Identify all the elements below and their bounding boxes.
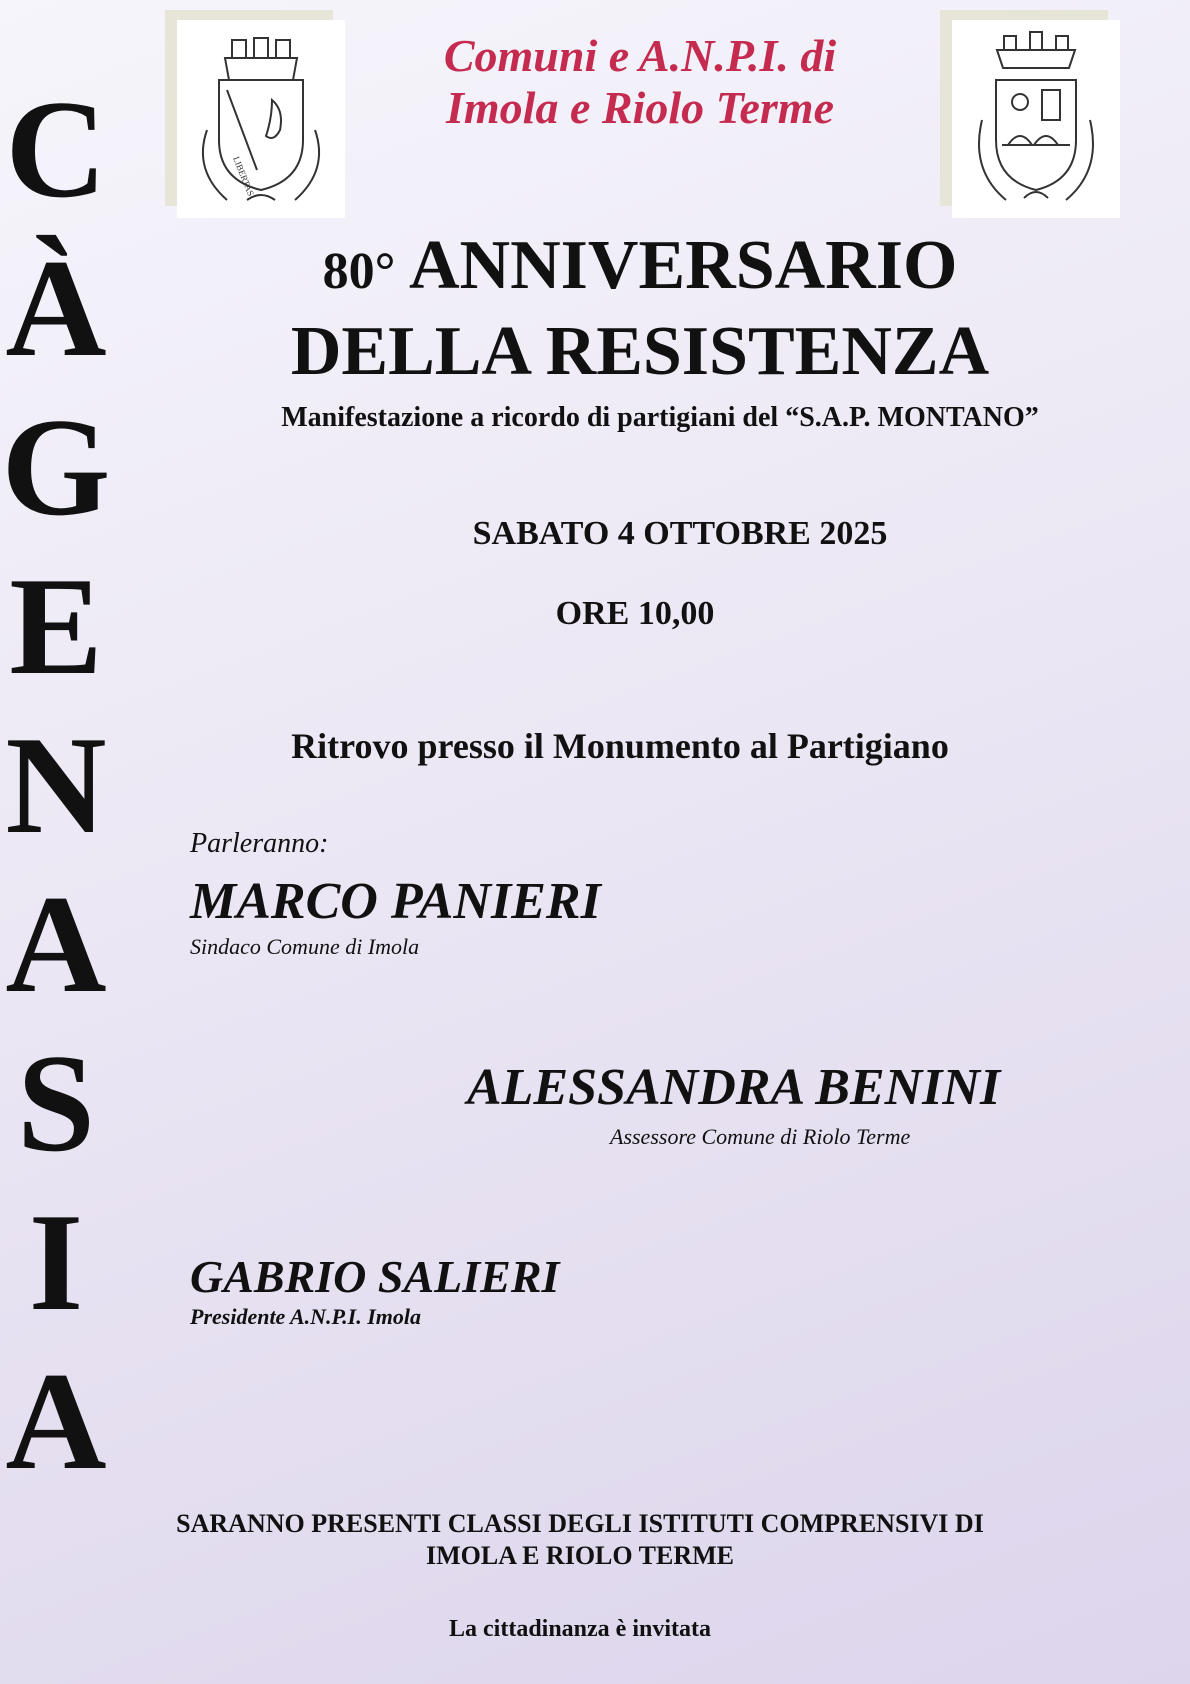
vertical-letter: A	[5, 867, 107, 1022]
vertical-letter: A	[5, 1344, 107, 1499]
riolo-terme-crest-icon	[952, 20, 1120, 218]
imola-crest-icon	[177, 20, 345, 218]
meeting-point: Ritrovo presso il Monumento al Partigiano	[291, 726, 949, 766]
anniversary-number: 80°	[322, 243, 396, 300]
header-line-1: Comuni e A.N.P.I. di	[443, 30, 837, 81]
event-date: SABATO 4 OTTOBRE 2025	[472, 515, 888, 552]
riolo-crest-drawing	[952, 20, 1120, 218]
event-time: ORE 10,00	[555, 595, 715, 632]
notice-line-1: SARANNO PRESENTI CLASSI DEGLI ISTITUTI COMPRENSIVI DI	[176, 1509, 984, 1538]
vertical-letter: S	[17, 1026, 95, 1181]
notice-line-2: IMOLA E RIOLO TERME	[426, 1541, 734, 1570]
invitation-text: La cittadinanza è invitata	[449, 1616, 711, 1642]
speaker-name: ALESSANDRA BENINI	[467, 1059, 1001, 1116]
imola-crest-drawing	[177, 20, 345, 218]
vertical-letter: C	[5, 72, 107, 227]
speaker-name: GABRIO SALIERI	[190, 1251, 560, 1302]
title-line-1-text: ANNIVERSARIO	[409, 227, 958, 304]
speaker-role: Assessore Comune di Riolo Terme	[610, 1124, 911, 1149]
vertical-letter: N	[5, 708, 107, 863]
subtitle: Manifestazione a ricordo di partigiani del “S.A.P. MONTANO”	[281, 402, 1039, 433]
vertical-title	[0, 70, 112, 1501]
header-title	[380, 30, 900, 134]
vertical-letter: À	[5, 231, 107, 386]
speaker-role: Sindaco Comune di Imola	[190, 934, 420, 959]
vertical-letter: I	[28, 1185, 84, 1340]
schools-notice	[120, 1508, 1040, 1572]
speakers-label: Parleranno:	[190, 828, 329, 859]
crest-motto: LIBERTAS	[231, 155, 257, 198]
header-line-2: Imola e Riolo Terme	[445, 82, 834, 133]
speaker-role: Presidente A.N.P.I. Imola	[190, 1304, 422, 1329]
title-line-1	[250, 226, 1030, 312]
vertical-letter: G	[1, 390, 111, 545]
main-title	[250, 226, 1030, 392]
vertical-letter: E	[9, 549, 103, 704]
title-line-2: DELLA RESISTENZA	[290, 313, 990, 390]
speaker-name: MARCO PANIERI	[190, 873, 601, 930]
